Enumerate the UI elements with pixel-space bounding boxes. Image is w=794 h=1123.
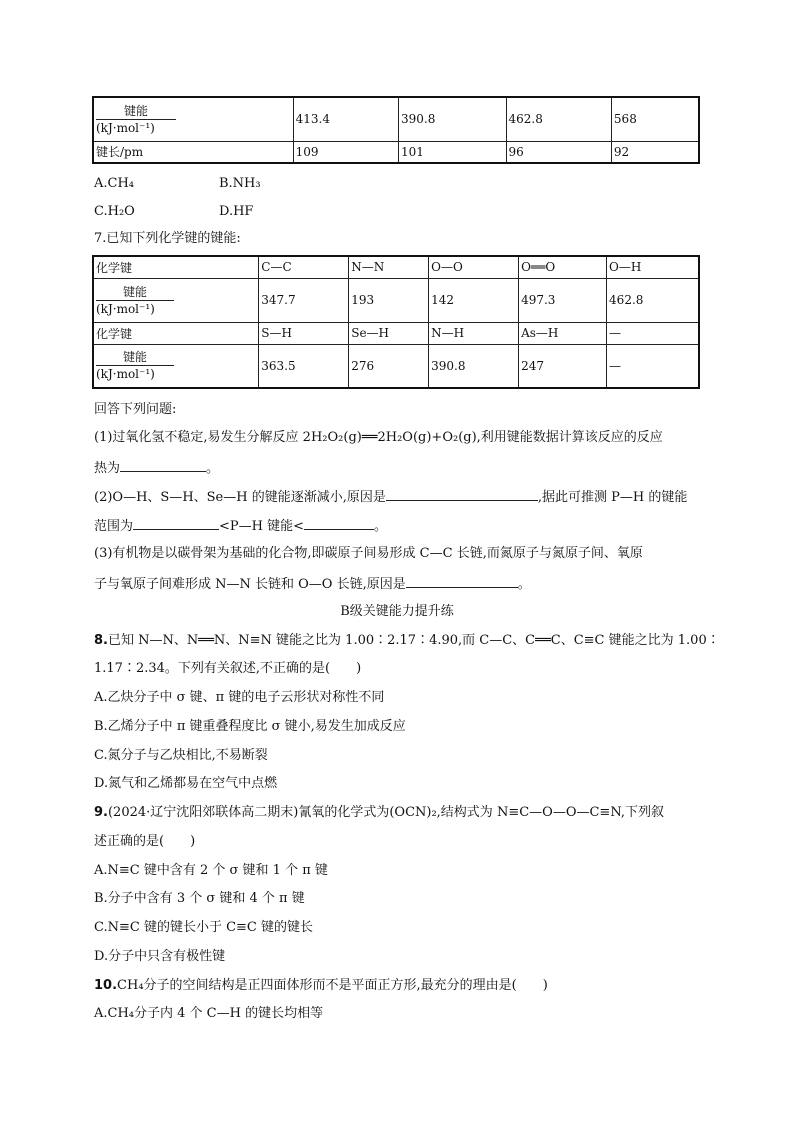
text: 。 [374,519,388,534]
q9-option-b: B.分子中含有 3 个 σ 键和 4 个 π 键 [94,891,305,906]
q7-part3-line1: (3)有机物是以碳骨架为基础的化合物,即碳原子间易形成 C—C 长链,而氮原子与氮原子间、氧原 [94,546,643,561]
table-cell: As—H [519,322,607,344]
table-cell: 497.3 [519,278,607,322]
answer-blank[interactable] [406,574,518,588]
row-label: 化学键 [93,256,259,278]
table-cell: 568 [611,97,699,141]
table-cell: O══O [519,256,607,278]
table-cell: — [607,344,699,388]
energy-unit: (kJ·mol⁻¹) [96,367,155,382]
table-cell: 390.8 [399,97,506,141]
table-cell: 462.8 [607,278,699,322]
q9-option-a: A.N≡C 键中含有 2 个 σ 键和 1 个 π 键 [94,863,328,878]
bond-data-table-2 [92,255,700,389]
energy-unit: (kJ·mol⁻¹) [96,301,155,316]
table-cell: 96 [506,141,611,163]
q7-part2-line1 [94,487,687,507]
energy-label-cell [93,97,293,141]
q8-option-b: B.乙烯分子中 π 键重叠程度比 σ 键小,易发生加成反应 [94,719,406,734]
q8-option-d: D.氮气和乙烯都易在空气中点燃 [94,776,278,791]
q8-option-c: C.氮分子与乙炔相比,不易断裂 [94,748,268,763]
table-cell: 390.8 [429,344,519,388]
q7-stem: 7.已知下列化学键的键能: [94,231,241,246]
q9-option-c: C.N≡C 键的键长小于 C≡C 键的键长 [94,920,314,935]
table-cell: 347.7 [259,278,349,322]
table-cell: 101 [399,141,506,163]
energy-label: 键能 [96,349,174,366]
q7-part1-line2 [94,458,219,478]
q9-line1 [94,804,664,822]
option-b: B.NH₃ [219,176,261,191]
text: (2024·辽宁沈阳郊联体高二期末)氰氧的化学式为(OCN)₂,结构式为 N≡C—O—O—C≡N,下列叙 [107,805,664,820]
table-cell: N—N [349,256,429,278]
row-label: 化学键 [93,322,259,344]
table-cell: 92 [611,141,699,163]
q9-option-d: D.分子中只含有极性键 [94,949,226,964]
option-c: C.H₂O [94,204,135,219]
q7-part3-line2 [94,574,531,594]
option-d: D.HF [219,204,254,219]
text: 子与氧原子间难形成 N—N 长链和 O—O 长链,原因是 [94,577,406,592]
energy-label-cell [93,344,259,388]
text: (2)O—H、S—H、Se—H 的键能逐渐减小,原因是 [94,490,386,505]
question-number: 10. [94,978,118,993]
table-cell: 462.8 [506,97,611,141]
table-cell: 363.5 [259,344,349,388]
answer-blank[interactable] [133,516,219,530]
q10-line1 [94,977,548,995]
table-cell: C—C [259,256,349,278]
table-cell: S—H [259,322,349,344]
table-cell: 142 [429,278,519,322]
text: 已知 N—N、N══N、N≡N 键能之比为 1.00∶2.17∶4.90,而 C—C、C══C、C≡C 键能之比为 1.00∶ [107,633,720,648]
energy-label: 键能 [96,284,174,301]
bond-data-table-1 [92,96,700,164]
energy-label-cell [93,278,259,322]
energy-label: 键能 [96,103,176,120]
q10-option-a: A.CH₄分子内 4 个 C—H 的键长均相等 [94,1006,324,1021]
table-cell: 413.4 [293,97,398,141]
answer-blank[interactable] [304,516,374,530]
question-number: 9. [94,805,108,820]
option-a: A.CH₄ [94,176,135,191]
section-title: B级关键能力提升练 [340,604,454,619]
answer-blank[interactable] [386,487,538,501]
table-cell: O—O [429,256,519,278]
question-number: 8. [94,633,108,648]
q9-line2: 述正确的是( ) [94,834,196,849]
answer-blank[interactable] [120,458,206,472]
text: <P—H 键能< [219,519,305,534]
q7-prompt: 回答下列问题: [94,402,177,417]
q8-option-a: A.乙炔分子中 σ 键、π 键的电子云形状对称性不同 [94,690,385,705]
table-cell: 109 [293,141,398,163]
q7-part2-line2 [94,516,387,536]
q8-line2: 1.17∶2.34。下列有关叙述,不正确的是( ) [94,661,362,676]
table-cell: N—H [429,322,519,344]
table-cell: 193 [349,278,429,322]
text: ,据此可推测 P—H 的键能 [537,490,688,505]
table-cell: 276 [349,344,429,388]
q8-line1 [94,632,720,650]
text: 。 [206,461,220,476]
energy-unit: (kJ·mol⁻¹) [96,120,155,135]
q7-part1-line1: (1)过氧化氢不稳定,易发生分解反应 2H₂O₂(g)══2H₂O(g)+O₂(g),利用键能数据计算该反应的反应 [94,430,663,445]
text: 范围为 [94,519,134,534]
length-label: 键长/pm [93,141,293,163]
table-cell: — [607,322,699,344]
text: CH₄分子的空间结构是正四面体形而不是平面正方形,最充分的理由是( ) [117,978,548,993]
table-cell: 247 [519,344,607,388]
text: 热为 [94,461,121,476]
table-cell: Se—H [349,322,429,344]
table-cell: O—H [607,256,699,278]
text: 。 [517,577,531,592]
